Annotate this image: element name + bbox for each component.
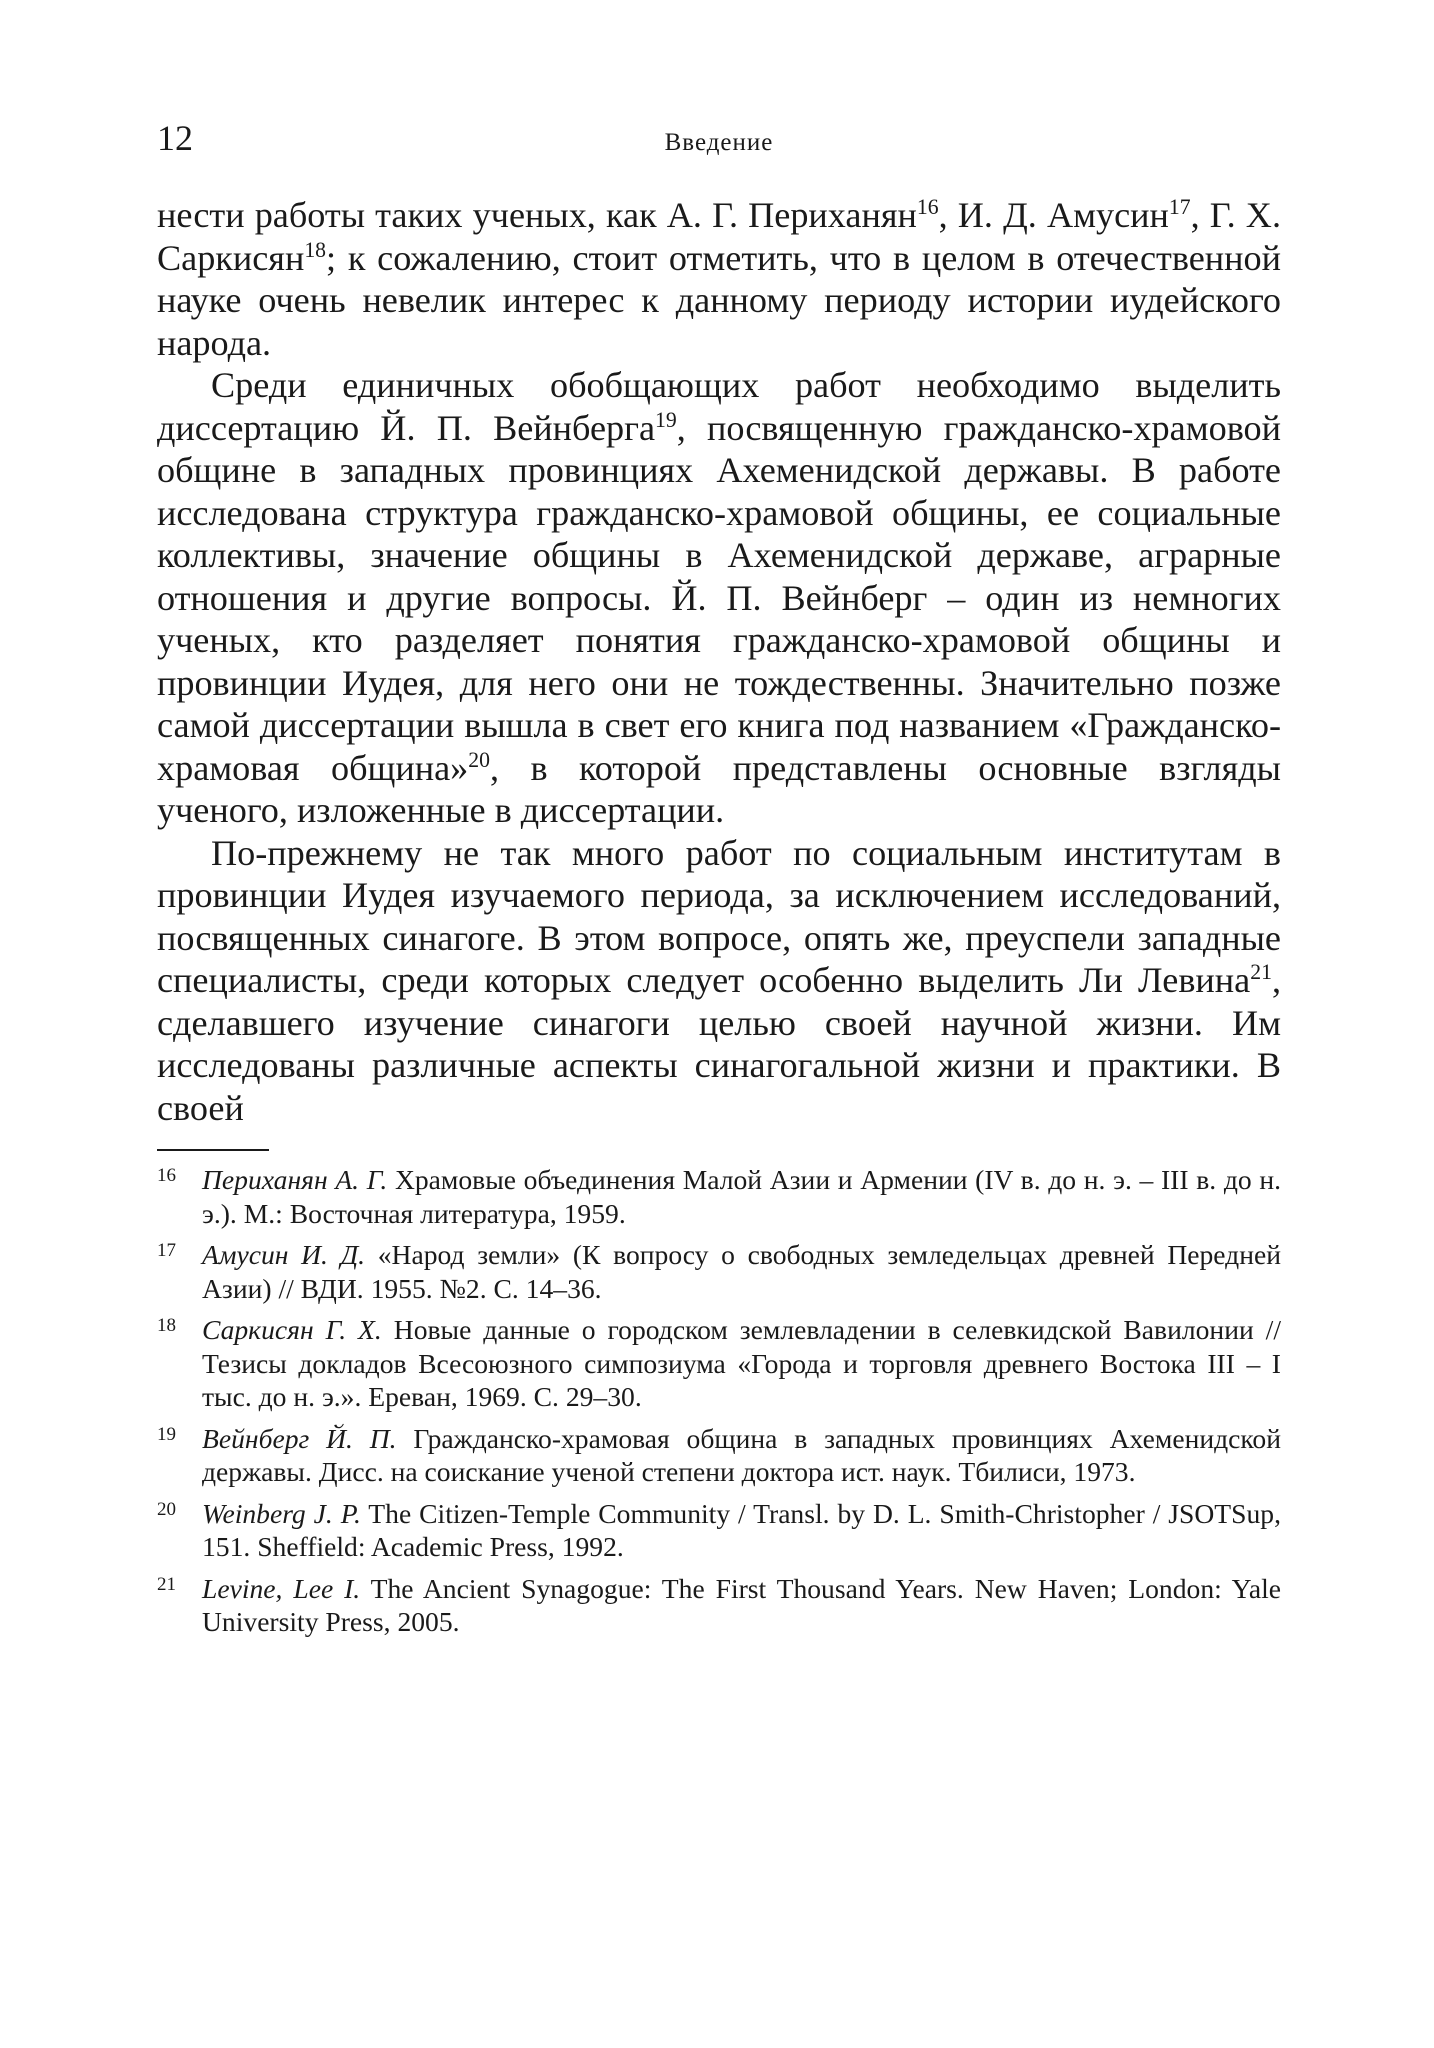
running-title: Введение bbox=[664, 129, 774, 156]
footnote-text: Новые данные о городском землевладении в селевкидской Вавилонии // Тезисы докладов Всесоюзного симпозиума «Города и торговля древнего Востока III – I тыс. до н. э.». Ереван, 1969. С. 29–30. bbox=[202, 1314, 1281, 1412]
paragraph-text: , посвященную гражданско-храмовой общине в западных провинциях Ахеменидской державы. В работе исследована структура гражданско-храмовой общины, ее социальные коллективы, значение общины в Ахеменидской державе, аграрные отношения и другие вопросы. Й. П. Вейнберг – один из немногих ученых, кто разделяет понятия гражданско-храмовой общины и провинции Иудея, для него они не тождественны. Значительно позже самой диссертации вышла в свет его книга под названием «Гражданско-храмовая община» bbox=[157, 407, 1281, 788]
footnote-author: Weinberg J. P. bbox=[202, 1497, 361, 1529]
footnote-author: Периханян А. Г. bbox=[202, 1164, 388, 1195]
paragraph bbox=[157, 364, 1281, 832]
footnote-reference: 21 bbox=[1250, 959, 1272, 984]
footnote-number: 21 bbox=[157, 1573, 176, 1595]
footnote-text: «Народ земли» (К вопросу о свободных земледельцах древней Передней Азии) // ВДИ. 1955. №2. С. 14–36. bbox=[202, 1239, 1281, 1304]
paragraph-text: , сделавшего изучение синагоги целью своей научной жизни. Им исследованы различные аспекты синагогальной жизни и практики. В своей bbox=[157, 960, 1281, 1128]
footnote-reference: 19 bbox=[655, 407, 677, 432]
footnote-author: Вейнберг Й. П. bbox=[202, 1422, 397, 1454]
paragraph-text: , И. Д. Амусин bbox=[938, 195, 1169, 235]
footnote-author: Levine, Lee I. bbox=[202, 1572, 361, 1604]
footnote-author: Саркисян Г. Х. bbox=[202, 1314, 382, 1345]
footnote bbox=[157, 1497, 1281, 1564]
footnote-text: Храмовые объединения Малой Азии и Армении (IV в. до н. э. – III в. до н. э.). М.: Восточная литература, 1959. bbox=[202, 1164, 1281, 1229]
footnote-number: 19 bbox=[157, 1423, 176, 1445]
paragraph-text: По-прежнему не так много работ по социальным институтам в провинции Иудея изучаемого периода, за исключением исследований, посвященных синагоге. В этом вопросе, опять же, преуспели западные специалисты, среди которых следует особенно выделить Ли Левина bbox=[157, 832, 1281, 1000]
footnote-reference: 18 bbox=[304, 237, 327, 262]
paragraph bbox=[157, 832, 1281, 1130]
book-page bbox=[157, 118, 1281, 1647]
footnote bbox=[157, 1422, 1281, 1489]
paragraph bbox=[157, 194, 1281, 364]
paragraph-text: , Г. Х. Саркисян bbox=[157, 195, 1281, 278]
footnote-text: The Citizen-Temple Community / Transl. by D. L. Smith-Christopher / JSOTSup, 151. Sheffield: Academic Press, 1992. bbox=[202, 1497, 1281, 1562]
footnote-reference: 17 bbox=[1168, 194, 1191, 219]
footnote-reference: 20 bbox=[468, 747, 490, 772]
footnote-number: 16 bbox=[157, 1165, 176, 1186]
body-text bbox=[157, 194, 1281, 1129]
footnote-author: Амусин И. Д. bbox=[202, 1239, 366, 1270]
footnote-text: The Ancient Synagogue: The First Thousand Years. New Haven; London: Yale University Press, 2005. bbox=[202, 1572, 1281, 1637]
footnote-number: 17 bbox=[157, 1240, 176, 1261]
page-number: 12 bbox=[157, 118, 193, 158]
footnote-reference: 16 bbox=[916, 194, 939, 219]
footnote-separator bbox=[157, 1149, 269, 1151]
paragraph-text: , в которой представлены основные взгляды ученого, изложенные в диссертации. bbox=[157, 747, 1281, 830]
footnotes bbox=[157, 1163, 1281, 1639]
footnote bbox=[157, 1572, 1281, 1639]
footnote bbox=[157, 1238, 1281, 1305]
paragraph-text: нести работы таких ученых, как А. Г. Периханян bbox=[157, 195, 917, 235]
paragraph-text: ; к сожалению, стоит отметить, что в целом в отечественной науке очень невелик интерес к данному периоду истории иудейского народа. bbox=[157, 237, 1281, 363]
footnote-text: Гражданско-храмовая община в западных провинциях Ахеменидской державы. Дисс. на соискание ученой степени доктора ист. наук. Тбилиси, 1973. bbox=[202, 1422, 1281, 1487]
paragraph-text: Среди единичных обобщающих работ необходимо выделить диссертацию Й. П. Вейнберга bbox=[157, 365, 1281, 448]
footnote bbox=[157, 1163, 1281, 1230]
footnote-number: 20 bbox=[157, 1498, 176, 1520]
footnote bbox=[157, 1313, 1281, 1414]
page-header bbox=[157, 118, 1281, 170]
footnote-number: 18 bbox=[157, 1315, 176, 1336]
